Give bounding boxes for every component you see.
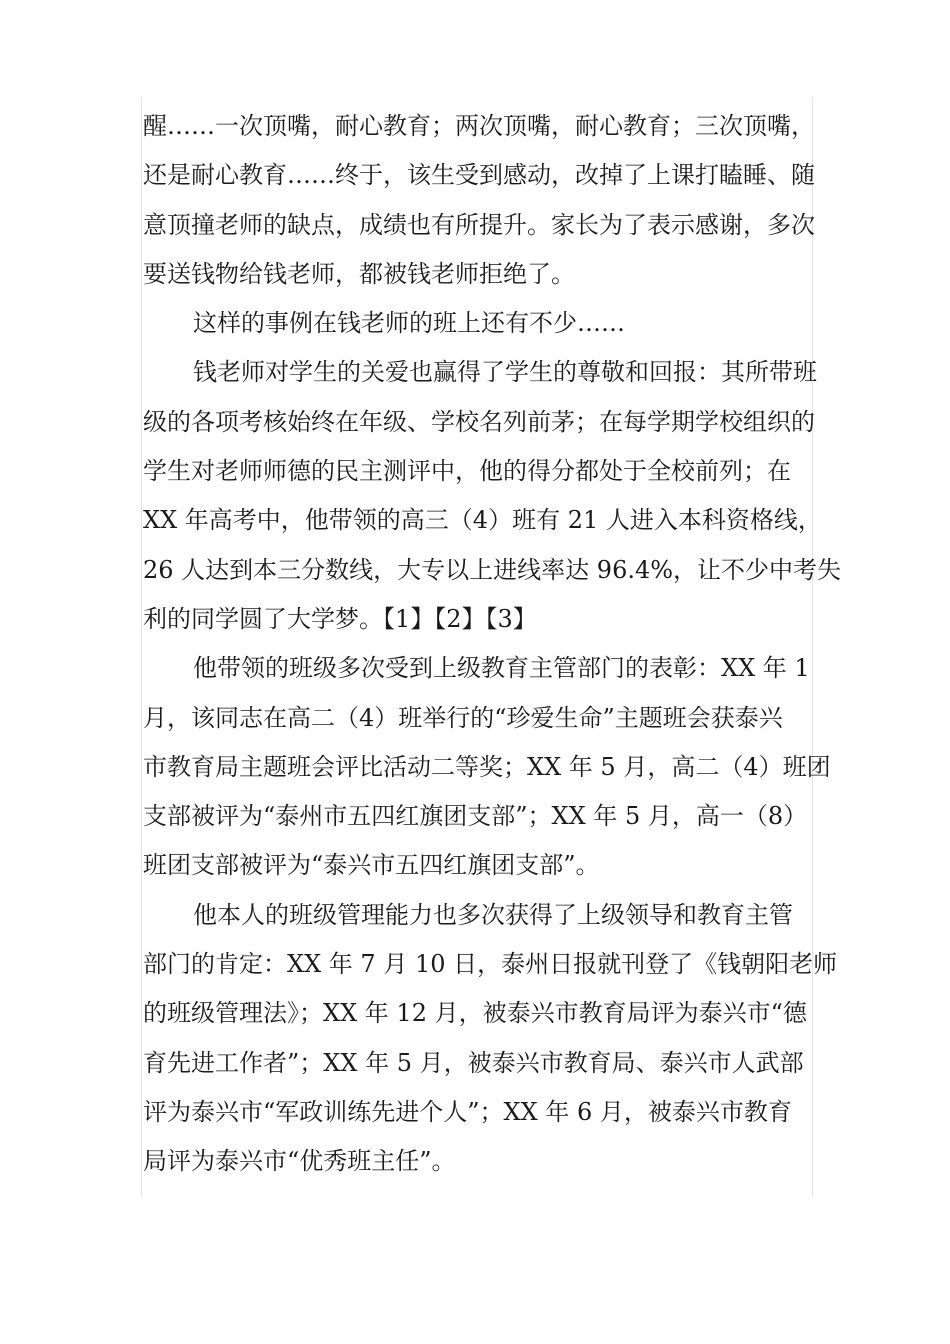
text-line: 还是耐心教育……终于，该生受到感动，改掉了上课打瞌睡、随 <box>143 161 815 190</box>
text-line: XX 年高考中，他带领的高三（4）班有 21 人进入本科资格线， <box>143 506 822 535</box>
text-line: 支部被评为“泰州市五四红旗团支部”；XX 年 5 月，高一（8） <box>143 802 808 831</box>
document-body <box>143 102 842 1187</box>
text-line: 的班级管理法》；XX 年 12 月，被泰兴市教育局评为泰兴市“德 <box>143 999 807 1028</box>
text-line: 局评为泰兴市“优秀班主任”。 <box>143 1147 456 1176</box>
text-line: 评为泰兴市“军政训练先进个人”；XX 年 6 月，被泰兴市教育 <box>143 1097 792 1126</box>
paragraph-start-line: 他本人的班级管理能力也多次获得了上级领导和教育主管 <box>193 900 793 929</box>
text-line: 要送钱物给钱老师，都被钱老师拒绝了。 <box>143 259 575 288</box>
text-line: 部门的肯定：XX 年 7 月 10 日，泰州日报就刊登了《钱朝阳老师 <box>143 950 838 979</box>
text-line: 学生对老师师德的民主测评中，他的得分都处于全校前列；在 <box>143 457 791 486</box>
paragraph-start-line: 他带领的班级多次受到上级教育主管部门的表彰：XX 年 1 <box>193 654 810 683</box>
paragraph-start-line: 钱老师对学生的关爱也赢得了学生的尊敬和回报：其所带班 <box>193 358 817 387</box>
text-line: 级的各项考核始终在年级、学校名列前茅；在每学期学校组织的 <box>143 407 815 436</box>
text-line: 班团支部被评为“泰兴市五四红旗团支部”。 <box>143 851 600 880</box>
text-line: 意顶撞老师的缺点，成绩也有所提升。家长为了表示感谢，多次 <box>143 210 815 239</box>
text-line: 月，该同志在高二（4）班举行的“珍爱生命”主题班会获泰兴 <box>143 703 783 732</box>
text-line: 育先进工作者”；XX 年 5 月，被泰兴市教育局、泰兴市人武部 <box>143 1048 804 1077</box>
text-line: 市教育局主题班会评比活动二等奖；XX 年 5 月，高二（4）班团 <box>143 752 831 781</box>
paragraph-start-line: 这样的事例在钱老师的班上还有不少…… <box>193 309 625 338</box>
text-line: 26 人达到本三分数线，大专以上进线率达 96.4%，让不少中考失 <box>143 555 842 584</box>
text-line: 醒……一次顶嘴，耐心教育；两次顶嘴，耐心教育；三次顶嘴， <box>143 112 815 140</box>
text-line: 利的同学圆了大学梦。【1】【2】【3】 <box>143 604 537 633</box>
